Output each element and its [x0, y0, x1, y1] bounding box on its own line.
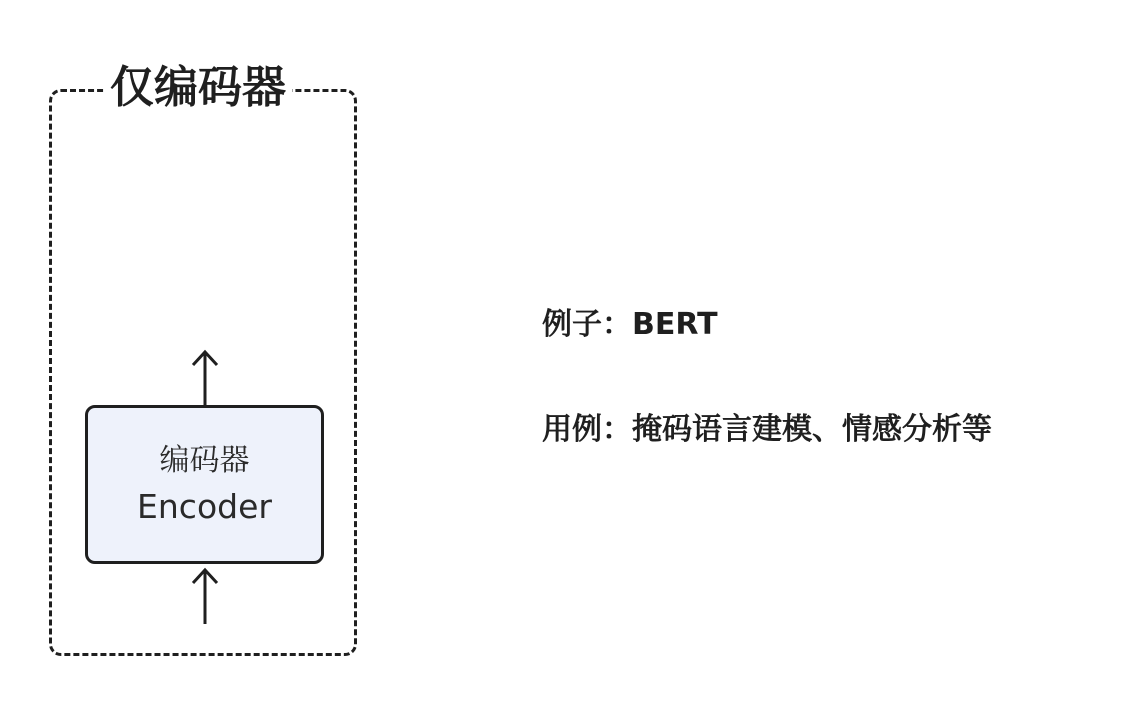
example-note: 例子：BERT	[542, 307, 718, 342]
encoder-block	[85, 405, 324, 564]
encoder-label-en: Encoder	[137, 486, 272, 526]
input-arrow	[190, 566, 220, 626]
frame-title: 仅编码器	[104, 58, 292, 118]
output-arrow	[190, 348, 220, 408]
usecase-note: 用例：掩码语言建模、情感分析等	[542, 412, 992, 447]
encoder-label-cn: 编码器	[159, 442, 250, 478]
